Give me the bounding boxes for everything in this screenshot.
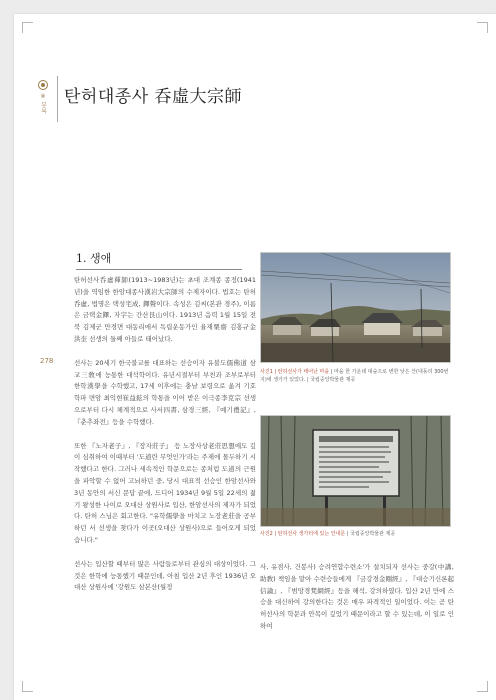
right-text-column xyxy=(260,562,454,633)
signboard-photo xyxy=(260,415,451,527)
title-divider xyxy=(57,76,58,122)
figure-caption-text: | 마을 한 가운데 대숲으로 변한 낮은 산(대동리 300번지)에 생가가 있었다. | 국립중앙박물관 제공 xyxy=(260,369,449,383)
figure-caption xyxy=(260,368,454,384)
crop-mark-bottom-right xyxy=(477,681,488,692)
appendix-side-tab xyxy=(36,80,50,120)
body-paragraph: 선사는 입산할 때부터 많은 사람들로부터 관심의 대상이었다. 그것은 한학에 능통했기 때문인데, 아침 입산 2년 후인 1936년 오대산 상원사에 '강원도 삼본산(월정 xyxy=(74,559,256,592)
page-title: 탄허대종사 呑虛大宗師 xyxy=(64,87,243,107)
body-paragraph: 사, 유점사, 건봉사) 승려연합수련소'가 설치되자 선사는 중강(中講, 助敎) 책임을 맡아 수련승들에게 『금강경金剛經』, 『대승기신론起信論』, 『범망경梵網經』등을 해석, 강의하였다. 입산 2년 만에 스승을 대신하여 강의한다는 것은 매우 파격적인 일이었다. 이는 곧 탄허선사의 학문과 안목이 깊었기 때문이라고 할 수 있는데, 이 일로 인하여 xyxy=(260,563,454,630)
bullet-circle-icon xyxy=(38,80,48,90)
side-tab-label: ※ 부록 xyxy=(39,93,47,114)
figure-caption-text: | 국립중앙박물관 제공 xyxy=(346,531,396,537)
crop-mark-bottom-left xyxy=(22,681,33,692)
body-paragraph: 탄허선사呑虛禪師(1913~1983년)는 초대 조계종 종정(1941년)을 역임한 한암대종사漢岩大宗師의 수제자이다. 법호는 탄허呑虛, 법명은 택성宅成, 鐸聲이다. 속성은 김씨(본관 경주), 이름은 금택金鐸, 자字는 간산艮山이다. 1913년 음력 1월 15일 전북 김제군 만경면 대동리에서 독립운동가인 율재栗齋 김홍규金洪奎 선생의 둘째 아들로 태어났다. xyxy=(74,276,256,343)
village-photo xyxy=(260,252,451,363)
crop-mark-top-right xyxy=(477,22,488,33)
section-heading: 1. 생애 xyxy=(76,250,242,270)
figure-caption xyxy=(260,530,454,538)
figure-label: 사진1 | 탄허선사가 태어난 마을 xyxy=(260,369,330,375)
figure-label: 사진2 | 탄허선사 생가터에 있는 안내문 xyxy=(260,531,346,537)
left-text-column xyxy=(74,275,256,594)
crop-mark-top-left xyxy=(22,22,33,33)
body-paragraph: 또한 『노자老子』, 『장자莊子』 등 노장사상老莊思想에도 깊이 심취하여 이때부터 '도道란 무엇인가'라는 주제에 몰두하기 시작했다고 한다. 그러나 세속적인 학문으로는 종처럼 도道의 근원을 파악할 수 없어 고뇌하던 중, 당시 대표적 선승인 한암선사와 3년 동안의 서신 문답 끝에, 드디어 1934년 9월 5일 22세의 젊기 왕성한 나이로 오대산 상원사로 입산, 한암선사의 제자가 되었다. 탄허 스님은 회고한다. "유학儒學을 마치고 노장老莊을 공부하던 서 선생을 찾다가 이곳(오대산 상원사)으로 들어오게 되었습니다." xyxy=(74,441,256,544)
page-number: 278 xyxy=(40,357,54,365)
body-paragraph: 선사는 20세기 한국불교를 대표하는 선승이자 유불도儒佛道 삼교三敎에 능통한 대석학이다. 유년시절부터 부친과 조부로부터 한학漢學을 수학했고, 17세 이후에는 충남 보령으로 옮겨 기호학파 면암 최익현崔益鉉의 학통을 이어 받은 이극종李克宗 선생으로부터 다시 체계적으로 사서四書, 삼경三經, 『예기禮記』, 『춘추좌전』등을 수학했다. xyxy=(74,358,256,426)
book-page xyxy=(14,14,496,700)
